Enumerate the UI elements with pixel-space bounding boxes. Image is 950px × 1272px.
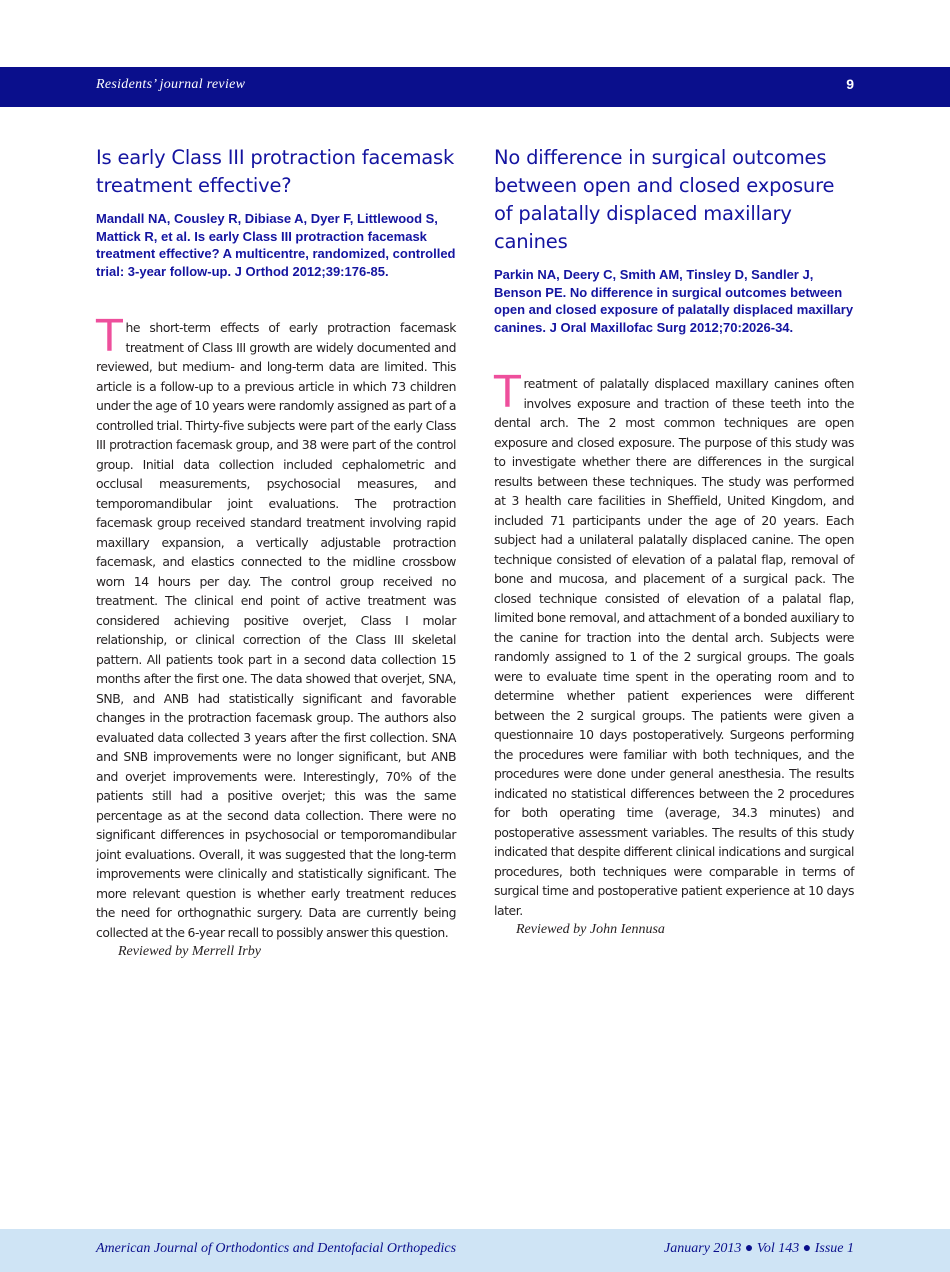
article-2-body bbox=[494, 367, 854, 920]
article-1-citation: Mandall NA, Cousley R, Dibiase A, Dyer F, Littlewood S, Mattick R, et al. Is early Class III protraction facemask treatment effective? A multicentre, randomized, controlled trial: 3-year follow-up. J Orthod 2012;39:176-85. bbox=[96, 211, 456, 279]
article-2-citation: Parkin NA, Deery C, Smith AM, Tinsley D, Sandler J, Benson PE. No difference in surgical outcomes between open and closed exposure of palatally displaced maxillary canines. J Oral Maxillofac Surg 2012;70:2026-34. bbox=[494, 267, 854, 335]
article-2-drop-cap: T bbox=[494, 367, 521, 418]
article-1-headline: Is early Class III protraction facemask treatment effective? bbox=[96, 146, 455, 197]
article-2-body-text: reatment of palatally displaced maxillary canines often involves exposure and traction of these teeth into the dental arch. The 2 most common techniques are open exposure and closed exposure. The purpose of this study was to investigate whether there are differences in the surgical results between these techniques. The study was performed at 3 health care facilities in Sheffield, United Kingdom, and included 71 participants under the age of 20 years. Each subject had a unilateral palatally displaced canine. The open technique consisted of elevation of a palatal flap, removal of bone and mucosa, and placement of a surgical pack. The closed technique consisted of elevation of a palatal flap, limited bone removal, and attachment of a bonded auxiliary to the canine for traction into the dental arch. Subjects were randomly assigned to 1 of the 2 surgical groups. The goals were to evaluate time spent in the operating room and to determine whether patient experiences were different between the 2 surgical groups. The patients were given a questionnaire 10 days postoperatively. Surgeons performing the procedures were familiar with both techniques, and the procedures were done under general anesthesia. The results indicated no statistical differences between the 2 procedures for both operating time (average, 34.3 minutes) and postoperative assessment variables. The results of this study indicated that despite different clinical indications and surgical procedures, both techniques were comparable in terms of surgical time and postoperative patient experience at 10 days later. bbox=[494, 376, 854, 918]
article-1-body-text: he short-term effects of early protraction facemask treatment of Class III growth are widely documented and reviewed, but medium- and long-term data are limited. This article is a follow-up to a previous article in which 73 children under the age of 10 years were randomly assigned as part of a controlled trial. Thirty-five subjects were part of the early Class III protraction facemask group, and 38 were part of the control group. Initial data collection included cephalometric and occlusal measurements, psychosocial measures, and temporomandibular joint evaluations. The protraction facemask group received standard treatment involving rapid maxillary expansion, a vertically adjustable protraction facemask, and elastics connected to the midline crossbow worn 14 hours per day. The control group received no treatment. The clinical end point of active treatment was considered achieving positive overjet, Class I molar relationship, or clinical correction of the Class III skeletal pattern. All patients took part in a second data collection 15 months after the first one. The data showed that overjet, SNA, SNB, and ANB had statistically significant and favorable changes in the protraction facemask group. The authors also evaluated data collected 3 years after the first collection. SNA and SNB improvements were no longer significant, but ANB and overjet improvements were. Interestingly, 70% of the patients still had a positive overjet; this was the same percentage as at the second data collection. There were no significant differences in psychosocial or temporomandibular joint evaluations. Overall, it was suggested that the long-term improvements were clinically and statistically significant. The more relevant question is whether early treatment reduces the need for orthognathic surgery. Data are currently being collected at the 6-year recall to possibly answer this question. bbox=[96, 320, 456, 940]
page-number: 9 bbox=[846, 76, 854, 92]
article-2-headline: No difference in surgical outcomes between open and closed exposure of palatally displaced maxillary canines bbox=[494, 146, 835, 253]
article-2 bbox=[494, 144, 854, 940]
article-1-drop-cap: T bbox=[96, 311, 123, 362]
section-title: Residents’ journal review bbox=[96, 77, 246, 92]
running-header bbox=[0, 67, 950, 107]
article-1-body bbox=[96, 311, 456, 942]
article-1-reviewer: Reviewed by Merrell Irby bbox=[118, 944, 261, 959]
running-footer bbox=[0, 1229, 950, 1272]
article-2-reviewer: Reviewed by John Iennusa bbox=[516, 922, 665, 937]
issue-info: January 2013 ● Vol 143 ● Issue 1 bbox=[664, 1241, 854, 1256]
journal-name: American Journal of Orthodontics and Dentofacial Orthopedics bbox=[96, 1241, 457, 1256]
article-1 bbox=[96, 144, 456, 962]
